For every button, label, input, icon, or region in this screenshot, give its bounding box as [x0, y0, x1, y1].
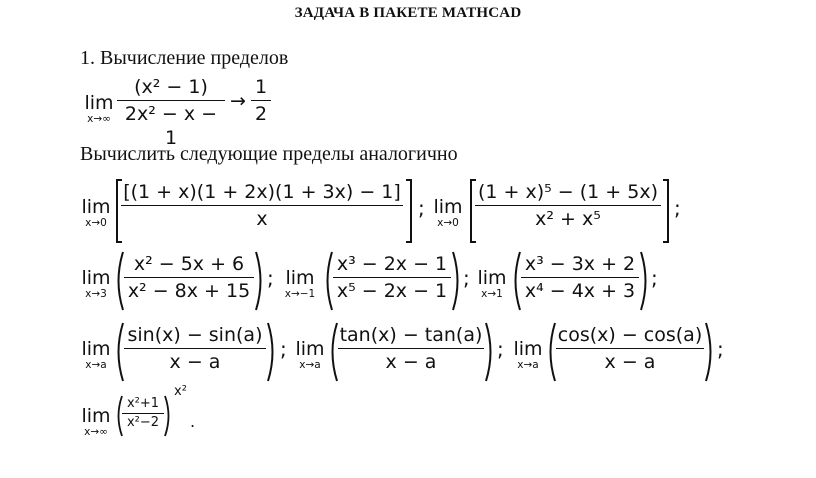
limit-fraction: x³ − 2x − 1 x⁵ − 2x − 1	[333, 252, 451, 303]
separator: .	[190, 412, 196, 431]
separator: ;	[674, 196, 681, 220]
instruction-text: Вычислить следующие пределы аналогично	[80, 143, 458, 165]
separator: ;	[717, 337, 724, 361]
right-paren	[484, 321, 496, 383]
limit-operator: lim x→−1	[284, 267, 316, 300]
fraction-bar	[117, 100, 225, 101]
separator: ;	[497, 337, 504, 361]
limit-fraction: (1 + x)⁵ − (1 + 5x) x² + x⁵	[475, 180, 661, 231]
right-paren	[704, 321, 716, 383]
right-paren	[254, 250, 266, 312]
right-paren	[266, 321, 278, 383]
limit-operator: lim x→0	[433, 196, 463, 229]
limit-fraction: x³ − 3x + 2 x⁴ − 4x + 3	[521, 252, 639, 303]
right-bracket	[404, 178, 414, 244]
separator: ;	[418, 196, 425, 220]
limit-fraction: [(1 + x)(1 + 2x)(1 + 3x) − 1] x	[121, 180, 403, 231]
numerator: (x² − 1)	[134, 76, 208, 98]
limit-operator: lim x→∞	[81, 405, 111, 438]
section-heading: 1. Вычисление пределов	[80, 47, 289, 69]
page-title: ЗАДАЧА В ПАКЕТЕ MATHCAD	[294, 5, 522, 21]
limit-fraction: sin(x) − sin(a) x − a	[124, 323, 266, 374]
limit-operator: lim x→a	[295, 338, 325, 371]
separator: ;	[267, 266, 274, 290]
exponent: x²	[174, 384, 187, 399]
separator: ;	[463, 266, 470, 290]
limit-operator: lim x→a	[513, 338, 543, 371]
limit-operator: lim x→3	[81, 267, 111, 300]
limit-fraction: x² − 5x + 6 x² − 8x + 15	[124, 252, 254, 303]
limit-operator: lim x→a	[81, 338, 111, 371]
example-result: 1 2	[251, 75, 271, 126]
right-paren	[639, 250, 651, 312]
limit-operator: lim x→1	[477, 267, 507, 300]
separator: ;	[651, 266, 658, 290]
right-paren	[163, 394, 173, 438]
limit-operator: lim x→0	[81, 196, 111, 229]
limit-fraction: cos(x) − cos(a) x − a	[557, 324, 703, 373]
limit-fraction: tan(x) − tan(a) x − a	[339, 324, 483, 373]
right-bracket	[661, 178, 671, 244]
limit-fraction: x²+1 x²−2	[122, 396, 164, 431]
separator: ;	[280, 337, 287, 361]
example-fraction	[117, 75, 225, 150]
limit-operator: lim x→∞	[84, 92, 114, 125]
arrow: →	[230, 90, 246, 112]
denominator: 2x² − x − 1	[124, 103, 218, 149]
right-paren	[451, 250, 463, 312]
